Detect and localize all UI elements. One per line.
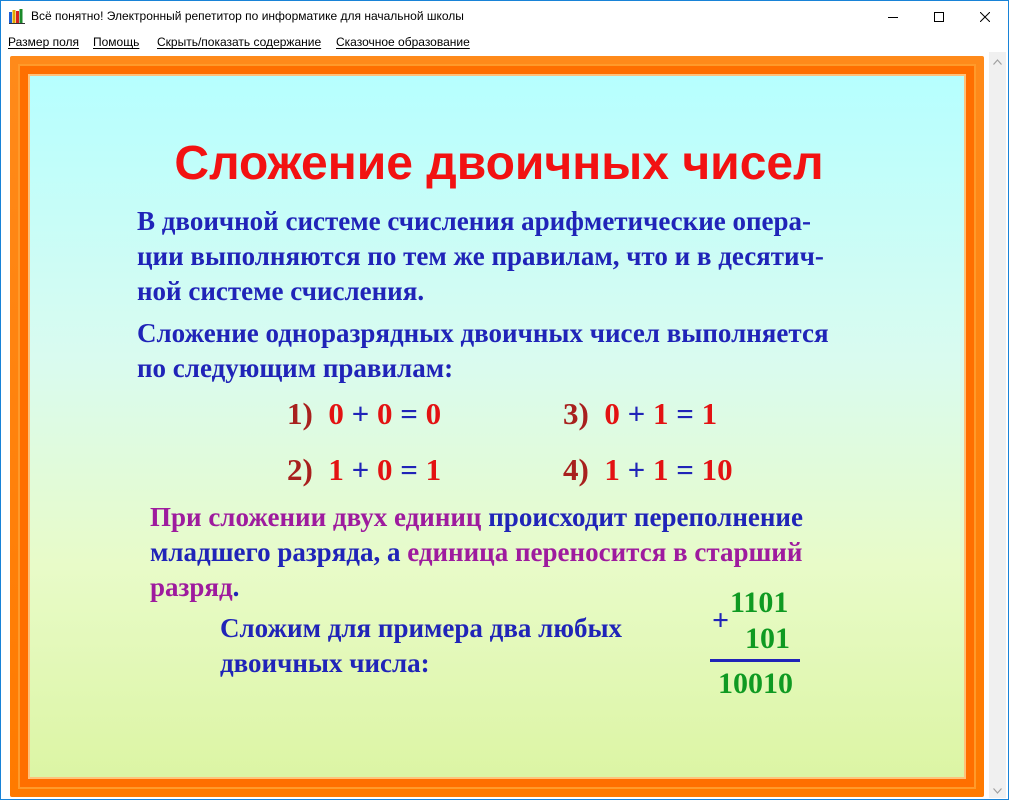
maximize-icon [934,12,944,22]
rule-2 [287,452,441,488]
rule-4 [563,452,733,488]
calc-operand-2: 101 [745,622,790,655]
rule-equals: = [676,452,694,487]
rule-number: 3) [563,396,589,431]
intro-line: ции выполняются по тем же правилам, что и в десятич- [137,241,824,271]
rule-equals: = [676,396,694,431]
overflow-text: . [232,572,240,602]
app-books-icon [9,9,25,24]
overflow-highlight: единица переносится в старший [400,537,803,567]
example-line: Сложим для примера два любых [220,613,623,643]
example-line: двоичных числа: [220,648,430,678]
rule-operand-b: 0 [377,452,393,487]
rule-operand-b: 1 [653,452,669,487]
rules-intro-line: Сложение одноразрядных двоичных чисел выполняется [137,318,829,348]
rule-result: 1 [701,396,718,431]
chevron-up-icon [993,52,1002,70]
example-paragraph [220,611,622,681]
minimize-button[interactable] [870,1,916,32]
rule-operand-a: 1 [604,452,620,487]
scroll-down-button[interactable] [989,781,1006,798]
menu-field-size[interactable]: Размер поля [8,35,79,49]
rule-plus: + [351,396,370,431]
slide [28,74,966,779]
slide-frame [10,56,984,797]
title-bar[interactable] [1,1,1008,32]
menu-toggle-contents[interactable]: Скрыть/показать содержание [157,35,322,49]
rule-operand-a: 0 [604,396,620,431]
rule-number: 1) [287,396,313,431]
vertical-scrollbar[interactable] [989,52,1006,798]
slide-title: Сложение двоичных чисел [174,137,824,190]
intro-line: В двоичной системе счисления арифметические опера- [137,206,812,236]
lesson-content [2,52,989,798]
rule-operand-b: 0 [377,396,393,431]
scroll-up-button[interactable] [989,52,1006,69]
rule-plus: + [627,452,646,487]
rule-result: 0 [425,396,442,431]
chevron-down-icon [993,781,1002,799]
overflow-line [150,500,803,535]
rule-operand-a: 1 [328,452,344,487]
overflow-paragraph [150,500,803,605]
rule-plus: + [351,452,370,487]
menu-fairy-education[interactable]: Сказочное образование [336,35,470,49]
rule-3 [563,396,717,432]
overflow-line [150,570,803,605]
overflow-highlight: При сложении двух единиц [150,502,482,532]
overflow-highlight: разряд [150,572,233,602]
menu-bar [1,32,1008,52]
rule-equals: = [400,452,418,487]
rule-equals: = [400,396,418,431]
overflow-text: происходит переполнение [481,502,803,532]
menu-help[interactable]: Помощь [93,35,140,49]
calc-operand-1: 1101 [730,586,789,619]
window-title: Всё понятно! Электронный репетитор по информатике для начальной школы [31,9,464,23]
overflow-text: младшего разряда, а [150,537,401,567]
intro-line: ной системе счисления. [137,276,425,306]
close-button[interactable] [962,1,1008,32]
minimize-icon [888,12,898,22]
rule-result: 1 [425,452,442,487]
rule-number: 4) [563,452,589,487]
calc-result: 10010 [718,667,793,700]
rule-1 [287,396,441,432]
rules-intro-line: по следующим правилам: [137,353,454,383]
calc-plus-sign: + [712,604,730,637]
rule-operand-a: 0 [328,396,344,431]
intro-paragraph [137,204,824,309]
close-icon [980,12,990,22]
rule-number: 2) [287,452,313,487]
rule-operand-b: 1 [653,396,669,431]
rule-result: 10 [701,452,733,487]
overflow-line [150,535,803,570]
calc-sum-line [710,659,800,662]
rule-plus: + [627,396,646,431]
maximize-button[interactable] [916,1,962,32]
rules-intro-paragraph [137,316,829,386]
